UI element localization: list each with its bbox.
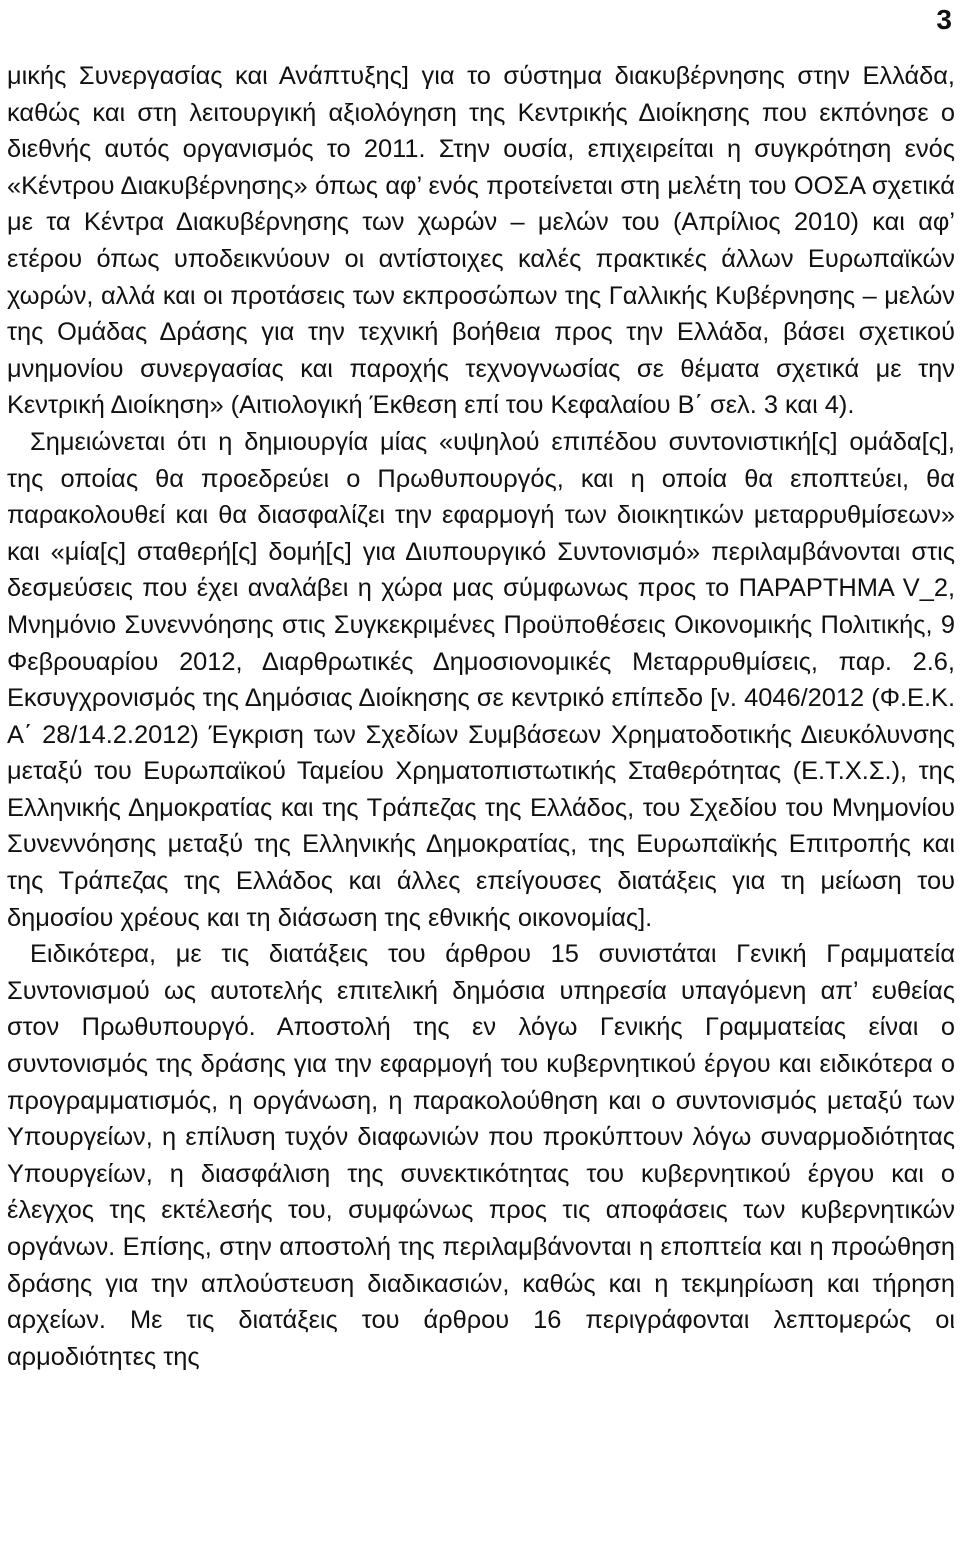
- paragraph-3: Ειδικότερα, με τις διατάξεις του άρθρου 15 συνιστάται Γενική Γραμματεία Συντονισμού ως αυτοτελής επιτελική δημόσια υπηρεσία υπαγόμενη απ’ ευθείας στον Πρωθυπουργό. Αποστολή της εν λόγω Γενικής Γραμματείας είναι ο συντονισμός της δράσης για την εφαρμογή του κυβερνητικού έργου και ειδικότερα ο προγραμματισμός, η οργάνωση, η παρακολούθηση και ο συντονισμός μεταξύ των Υπουργείων, η επίλυση τυχόν διαφωνιών που προκύπτουν λόγω συναρμοδιότητας Υπουργείων, η διασφάλιση της συνεκτικότητας του κυβερνητικού έργου και ο έλεγχος της εκτέλεσής του, συμφώνως προς τις αποφάσεις των κυβερνητικών οργάνων. Επίσης, στην αποστολή της περιλαμβάνονται η εποπτεία και η προώθηση δράσης για την απλούστευση διαδικασιών, καθώς και η τεκμηρίωση και τήρηση αρχείων. Με τις διατάξεις του άρθρου 16 περιγράφονται λεπτομερώς οι αρμοδιότητες της: [7, 940, 955, 1371]
- page-number: 3: [936, 4, 952, 35]
- paragraph-1: μικής Συνεργασίας και Ανάπτυξης] για το σύστημα διακυβέρνησης στην Ελλάδα, καθώς και στη λειτουργική αξιολόγηση της Κεντρικής Διοίκησης που εκπόνησε ο διεθνής αυτός οργανισμός το 2011. Στην ουσία, επιχειρείται η συγκρότηση ενός «Κέντρου Διακυβέρνησης» όπως αφ’ ενός προτείνεται στη μελέτη του ΟΟΣΑ σχετικά με τα Κέντρα Διακυβέρνησης των χωρών – μελών του (Απρίλιος 2010) και αφ’ ετέρου όπως υποδεικνύουν οι αντίστοιχες καλές πρακτικές άλλων Ευρωπαϊκών χωρών, αλλά και οι προτάσεις των εκπροσώπων της Γαλλικής Κυβέρνησης – μελών της Ομάδας Δράσης για την τεχνική βοήθεια προς την Ελλάδα, βάσει σχετικού μνημονίου συνεργασίας και παροχής τεχνογνωσίας σε θέματα σχετικά με την Κεντρική Διοίκηση» (Αιτιολογική Έκθεση επί του Κεφαλαίου Β΄ σελ. 3 και 4).: [7, 62, 955, 420]
- paragraph-2: Σημειώνεται ότι η δημιουργία μίας «υψηλού επιπέδου συντονιστική[ς] ομάδα[ς], της οποίας θα προεδρεύει ο Πρωθυπουργός, και η οποία θα εποπτεύει, θα παρακολουθεί και θα διασφαλίζει την εφαρμογή των διοικητικών μεταρρυθμίσεων» και «μία[ς] σταθερή[ς] δομή[ς] για Διυπουργικό Συντονισμό» περιλαμβάνονται στις δεσμεύσεις που έχει αναλάβει η χώρα μας σύμφωνως προς το ΠΑΡΑΡΤΗΜΑ V_2, Μνημόνιο Συνεννόησης στις Συγκεκριμένες Προϋποθέσεις Οικονομικής Πολιτικής, 9 Φεβρουαρίου 2012, Διαρθρωτικές Δημοσιονομικές Μεταρρυθμίσεις, παρ. 2.6, Εκσυγχρονισμός της Δημόσιας Διοίκησης σε κεντρικό επίπεδο [ν. 4046/2012 (Φ.Ε.Κ. Α΄ 28/14.2.2012) Έγκριση των Σχεδίων Συμβάσεων Χρηματοδοτικής Διευκόλυνσης μεταξύ του Ευρωπαϊκού Ταμείου Χρηματοπιστωτικής Σταθερότητας (Ε.Τ.Χ.Σ.), της Ελληνικής Δημοκρατίας και της Τράπεζας της Ελλάδος, του Σχεδίου του Μνημονίου Συνεννόησης μεταξύ της Ελληνικής Δημοκρατίας, της Ευρωπαϊκής Επιτροπής και της Τράπεζας της Ελλάδος και άλλες επείγουσες διατάξεις για τη μείωση του δημοσίου χρέους και τη διάσωση της εθνικής οικονομίας].: [7, 427, 955, 932]
- document-body: [7, 58, 955, 1375]
